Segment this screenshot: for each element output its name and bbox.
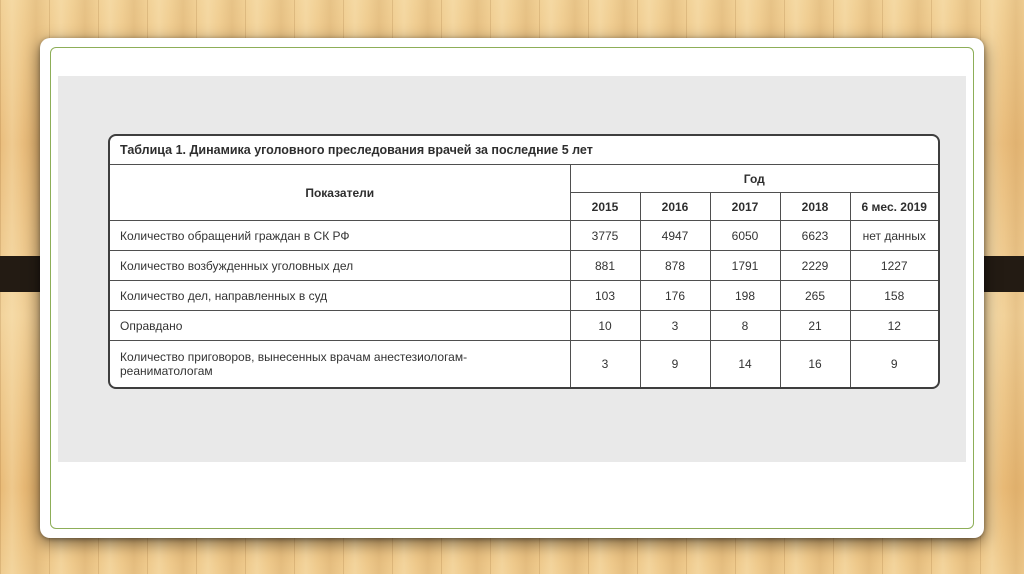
table-title-text: Динамика уголовного преследования врачей за последние 5 лет [189, 143, 593, 157]
row-label: Количество возбужденных уголовных дел [110, 251, 570, 281]
table-number-label: Таблица 1. [120, 143, 186, 157]
cell-value: 198 [710, 281, 780, 311]
row-label: Количество дел, направленных в суд [110, 281, 570, 311]
cell-value: 878 [640, 251, 710, 281]
cell-value: 9 [890, 357, 898, 371]
cell-value: 3 [570, 341, 640, 388]
indicators-column-header: Показатели [110, 165, 570, 221]
prosecution-dynamics-table [110, 136, 938, 387]
slide [40, 38, 984, 538]
cell-value: 3775 [570, 221, 640, 251]
right-dark-bar [982, 256, 1024, 292]
year-header-6mo-2019: 6 мес. 2019 [850, 193, 938, 221]
cell-value: 10 [570, 311, 640, 341]
table-row-appeals [110, 221, 938, 251]
cell-value: 1227 [850, 251, 938, 281]
table-row-cases-to-court [110, 281, 938, 311]
year-group-header: Год [570, 165, 938, 193]
row-label: Оправдано [110, 311, 570, 341]
table-header-row-group [110, 165, 938, 193]
table-row-sentences [110, 341, 938, 388]
table-container [108, 134, 940, 389]
cell-value: 21 [780, 311, 850, 341]
cell-value: 6050 [710, 221, 780, 251]
year-header-2017: 2017 [710, 193, 780, 221]
cell-value: 2229 [780, 251, 850, 281]
table-row-criminal-cases [110, 251, 938, 281]
left-dark-bar [0, 256, 42, 292]
table-title-row [110, 136, 938, 165]
cell-value: 1791 [710, 251, 780, 281]
row-label: Количество обращений граждан в СК РФ [110, 221, 570, 251]
cell-value: 12 [850, 311, 938, 341]
cell-value: 265 [780, 281, 850, 311]
table-row-acquitted [110, 311, 938, 341]
row-label: Количество приговоров, вынесенных врачам анестезиологам-реаниматологам [110, 341, 570, 388]
year-header-2016: 2016 [640, 193, 710, 221]
cell-value: 176 [640, 281, 710, 311]
cell-value: 16 [780, 341, 850, 388]
year-header-2018: 2018 [780, 193, 850, 221]
cell-value: 9 [640, 341, 710, 388]
table-panel [58, 76, 966, 462]
cell-value: 3 [640, 311, 710, 341]
cell-value: 8 [710, 311, 780, 341]
table-title [110, 136, 938, 165]
cell-value: 6623 [780, 221, 850, 251]
cell-value: 4947 [640, 221, 710, 251]
cell-value: 158 [850, 281, 938, 311]
year-header-2015: 2015 [570, 193, 640, 221]
cell-value: 881 [570, 251, 640, 281]
cell-value: 14 [710, 341, 780, 388]
cell-value: нет данных [850, 221, 938, 251]
cell-value: 103 [570, 281, 640, 311]
